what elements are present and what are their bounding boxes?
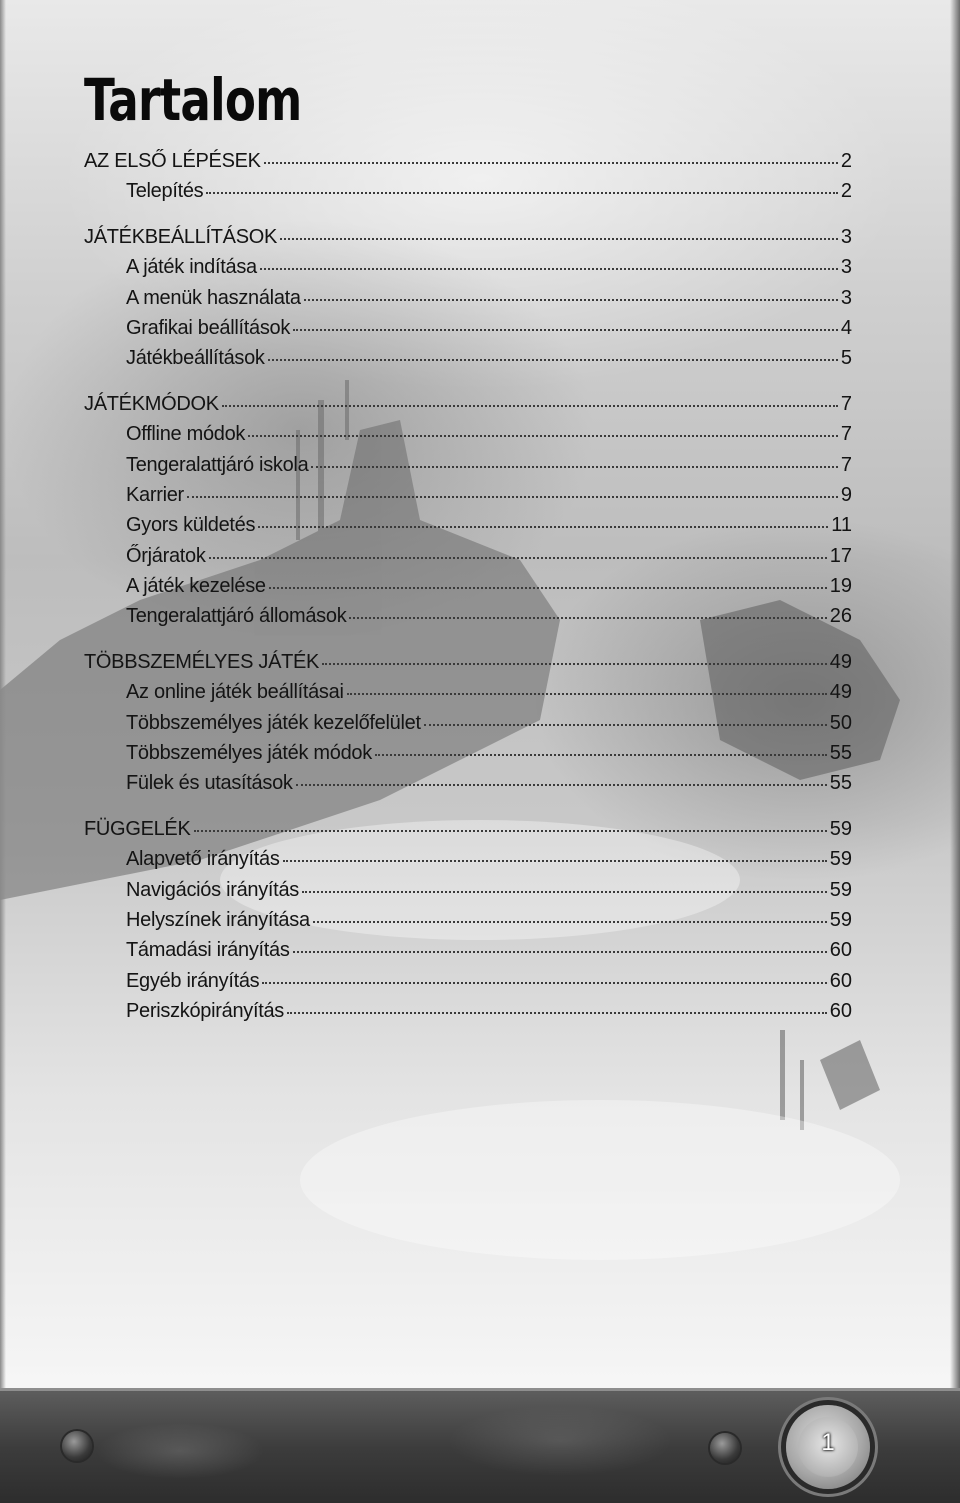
- dotted-leader: [268, 357, 838, 361]
- toc-subsection-entry: [84, 742, 852, 772]
- table-of-contents: [84, 150, 852, 1031]
- toc-subsection-entry: [84, 287, 852, 317]
- toc-entry-label: FÜGGELÉK: [84, 817, 191, 840]
- toc-subsection-entry: [84, 423, 852, 453]
- toc-subsection-entry: [84, 347, 852, 377]
- toc-subsection-entry: [84, 879, 852, 909]
- toc-entry-page-number: 3: [840, 256, 852, 279]
- toc-entry-page-number: 60: [829, 969, 852, 992]
- toc-entry-page-number: 60: [829, 939, 852, 962]
- toc-entry-label: A játék kezelése: [126, 575, 266, 598]
- dotted-leader: [209, 555, 827, 559]
- toc-subsection-entry: [84, 545, 852, 575]
- toc-entry-label: Egyéb irányítás: [126, 969, 260, 992]
- toc-entry-page-number: 2: [840, 180, 852, 203]
- toc-section-entry: [84, 393, 852, 423]
- toc-entry-label: Tengeralattjáró állomások: [126, 605, 347, 628]
- dotted-leader: [375, 752, 827, 756]
- toc-entry-page-number: 49: [829, 681, 852, 704]
- toc-subsection-entry: [84, 317, 852, 347]
- toc-entry-page-number: 55: [829, 742, 852, 765]
- toc-entry-page-number: 59: [829, 848, 852, 871]
- dotted-leader: [302, 889, 827, 893]
- toc-entry-page-number: 11: [831, 514, 852, 537]
- toc-entry-page-number: 4: [840, 316, 852, 339]
- toc-entry-label: Tengeralattjáró iskola: [126, 453, 309, 476]
- toc-subsection-entry: [84, 514, 852, 544]
- toc-entry-label: Őrjáratok: [126, 544, 206, 567]
- toc-subsection-entry: [84, 605, 852, 635]
- toc-entry-page-number: 60: [829, 1000, 852, 1023]
- toc-subsection-entry: [84, 970, 852, 1000]
- toc-entry-label: Telepítés: [126, 180, 204, 203]
- dotted-leader: [248, 433, 838, 437]
- dotted-leader: [283, 858, 827, 862]
- toc-entry-label: Grafikai beállítások: [126, 316, 291, 339]
- toc-entry-label: TÖBBSZEMÉLYES JÁTÉK: [84, 650, 320, 673]
- toc-section-entry: [84, 150, 852, 180]
- dotted-leader: [260, 266, 838, 270]
- toc-entry-page-number: 7: [840, 392, 852, 415]
- toc-entry-page-number: 59: [829, 908, 852, 931]
- dotted-leader: [311, 464, 837, 468]
- rivet-icon: [710, 1433, 740, 1463]
- toc-subsection-entry: [84, 1000, 852, 1030]
- toc-entry-page-number: 3: [840, 225, 852, 248]
- toc-entry-page-number: 50: [829, 711, 852, 734]
- toc-entry-label: A menük használata: [126, 286, 301, 309]
- dotted-leader: [222, 403, 838, 407]
- page-right-edge-shadow: [950, 0, 960, 1390]
- toc-subsection-entry: [84, 681, 852, 711]
- page-footer-panel: [0, 1388, 960, 1503]
- dotted-leader: [322, 661, 827, 665]
- toc-entry-label: Játékbeállítások: [126, 347, 265, 370]
- dotted-leader: [287, 1010, 827, 1014]
- toc-entry-label: Helyszínek irányítása: [126, 908, 310, 931]
- toc-entry-page-number: 59: [829, 878, 852, 901]
- toc-entry-label: Az online játék beállításai: [126, 681, 344, 704]
- toc-subsection-entry: [84, 772, 852, 802]
- page-left-edge-shadow: [0, 0, 6, 1390]
- toc-subsection-entry: [84, 454, 852, 484]
- toc-subsection-entry: [84, 180, 852, 210]
- toc-entry-label: Támadási irányítás: [126, 939, 290, 962]
- toc-entry-label: Periszkópirányítás: [126, 1000, 284, 1023]
- toc-subsection-entry: [84, 939, 852, 969]
- dotted-leader: [206, 190, 838, 194]
- page-title: Tartalom: [84, 66, 302, 134]
- toc-entry-page-number: 19: [829, 575, 852, 598]
- dotted-leader: [264, 160, 838, 164]
- dotted-leader: [349, 615, 826, 619]
- dotted-leader: [347, 691, 827, 695]
- dotted-leader: [262, 980, 826, 984]
- toc-entry-label: Többszemélyes játék kezelőfelület: [126, 711, 421, 734]
- toc-section-entry: [84, 226, 852, 256]
- dotted-leader: [269, 585, 827, 589]
- page-number-badge: [786, 1405, 870, 1489]
- dotted-leader: [293, 327, 838, 331]
- toc-section-entry: [84, 818, 852, 848]
- toc-subsection-entry: [84, 848, 852, 878]
- dotted-leader: [258, 524, 828, 528]
- toc-entry-label: Navigációs irányítás: [126, 878, 299, 901]
- toc-entry-page-number: 59: [829, 817, 852, 840]
- toc-entry-page-number: 55: [829, 772, 852, 795]
- toc-entry-label: Gyors küldetés: [126, 514, 256, 537]
- toc-entry-label: JÁTÉKBEÁLLÍTÁSOK: [84, 225, 278, 248]
- toc-subsection-entry: [84, 909, 852, 939]
- dotted-leader: [304, 297, 838, 301]
- toc-subsection-entry: [84, 484, 852, 514]
- toc-subsection-entry: [84, 575, 852, 605]
- toc-entry-page-number: 3: [840, 286, 852, 309]
- toc-entry-page-number: 49: [829, 650, 852, 673]
- dotted-leader: [280, 236, 838, 240]
- toc-entry-label: Alapvető irányítás: [126, 848, 280, 871]
- page-number: 1: [821, 1429, 835, 1456]
- toc-entry-page-number: 7: [840, 453, 852, 476]
- toc-entry-label: Karrier: [126, 483, 184, 506]
- toc-entry-label: A játék indítása: [126, 256, 257, 279]
- dotted-leader: [187, 494, 838, 498]
- toc-subsection-entry: [84, 256, 852, 286]
- toc-entry-page-number: 17: [829, 544, 852, 567]
- rivet-icon: [62, 1431, 92, 1461]
- toc-entry-page-number: 26: [829, 605, 852, 628]
- toc-entry-label: JÁTÉKMÓDOK: [84, 392, 219, 415]
- dotted-leader: [424, 722, 827, 726]
- dotted-leader: [293, 949, 827, 953]
- dotted-leader: [296, 782, 827, 786]
- dotted-leader: [313, 919, 827, 923]
- toc-subsection-entry: [84, 712, 852, 742]
- toc-entry-page-number: 9: [840, 483, 852, 506]
- dotted-leader: [194, 828, 827, 832]
- toc-entry-label: AZ ELSŐ LÉPÉSEK: [84, 150, 261, 172]
- toc-entry-page-number: 2: [840, 150, 852, 172]
- toc-entry-page-number: 5: [840, 347, 852, 370]
- toc-entry-label: Offline módok: [126, 423, 246, 446]
- toc-entry-page-number: 7: [840, 423, 852, 446]
- toc-entry-label: Fülek és utasítások: [126, 772, 293, 795]
- toc-entry-label: Többszemélyes játék módok: [126, 742, 372, 765]
- toc-section-entry: [84, 651, 852, 681]
